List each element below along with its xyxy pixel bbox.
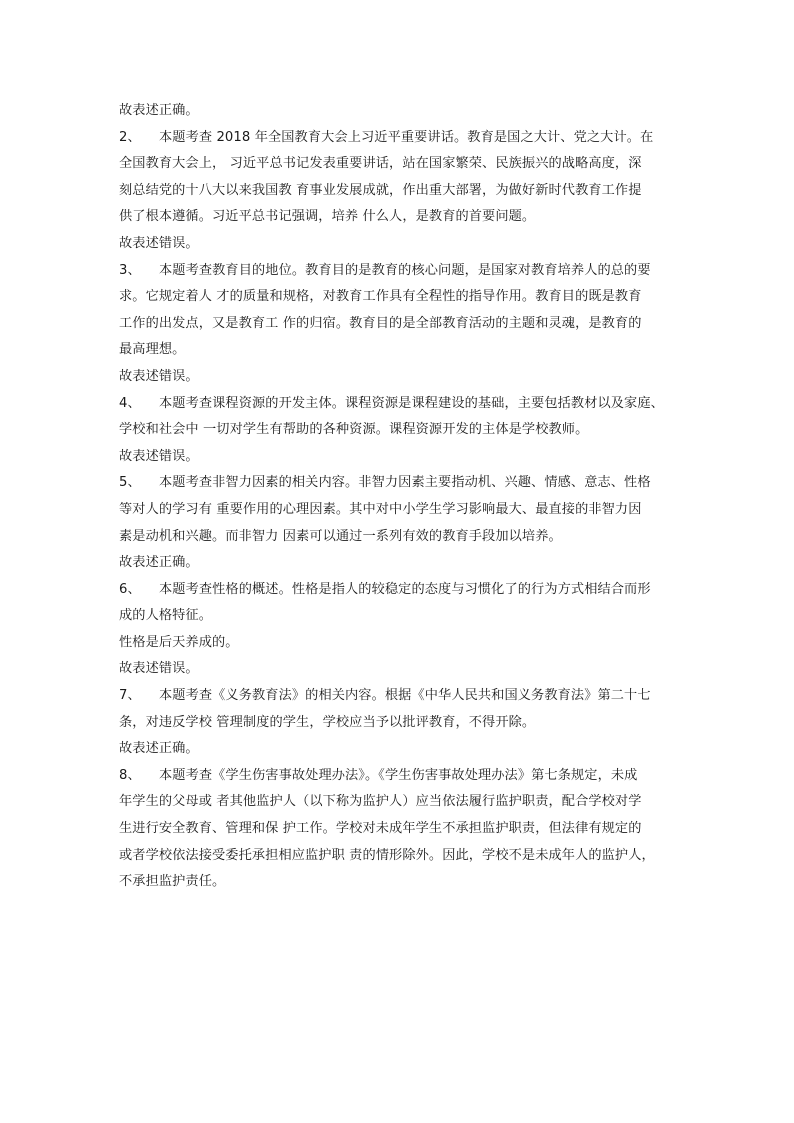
conclusion-line [119,630,689,657]
item-text: 本题考查《学生伤害事故处理办法》。《学生伤害事故处理办法》第七条规定，未成 [159,767,638,783]
item-number: 8、 [119,767,141,783]
numbered-paragraph [119,391,689,444]
text-line: 故表述正确。 [119,555,199,571]
numbered-paragraph [119,125,689,231]
text-line: 故表述错误。 [119,448,199,464]
text-line [119,258,689,285]
text-line: 供了根本遵循。习近平总书记强调，培养 什么人，是教育的首要问题。 [119,209,536,225]
text-line: 性格是后天养成的。 [119,634,239,650]
conclusion-line [119,550,689,577]
conclusion-line [119,444,689,471]
text-line [119,125,689,152]
item-text: 本题考查性格的概述。性格是指人的较稳定的态度与习惯化了的行为方式相结合而形 [159,581,651,597]
item-number: 6、 [119,581,141,597]
item-number: 4、 [119,395,141,411]
item-number: 2、 [119,129,141,145]
numbered-paragraph [119,763,689,896]
item-number: 3、 [119,262,141,278]
conclusion-line [119,364,689,391]
text-line [119,683,689,710]
text-line: 求。它规定着人 才的质量和规格，对教育工作具有全程性的指导作用。教育目的既是教育 [119,289,642,305]
conclusion-line [119,98,689,125]
text-line: 最高理想。 [119,342,186,358]
item-text: 本题考查非智力因素的相关内容。非智力因素主要指动机、兴趣、情感、意志、性格 [159,475,651,491]
text-line: 故表述正确。 [119,103,199,118]
text-line: 年学生的父母或 者其他监护人（以下称为监护人）应当依法履行监护职责，配合学校对学 [119,794,642,810]
numbered-paragraph [119,258,689,364]
numbered-paragraph [119,470,689,550]
conclusion-line [119,736,689,763]
item-number: 7、 [119,688,141,704]
text-line [119,470,689,497]
conclusion-line [119,656,689,683]
text-line: 素是动机和兴趣。而非智力 因素可以通过一系列有效的教育手段加以培养。 [119,528,562,544]
text-line: 故表述错误。 [119,368,199,384]
text-line [119,763,689,790]
text-line [119,577,689,604]
item-text: 本题考查《义务教育法》的相关内容。根据《中华人民共和国义务教育法》第二十七 [159,688,651,704]
item-text: 本题考查 2018 年全国教育大会上习近平重要讲话。教育是国之大计、党之大计。在 [159,129,654,145]
text-line: 工作的出发点，又是教育工 作的归宿。教育目的是全部教育活动的主题和灵魂，是教育的 [119,315,642,331]
text-line: 学校和社会中 一切对学生有帮助的各种资源。课程资源开发的主体是学校教师。 [119,422,589,438]
text-line: 或者学校依法接受委托承担相应监护职 责的情形除外。因此，学校不是未成年人的监护人， [119,847,655,863]
document-body [119,98,689,896]
item-text: 本题考查教育目的地位。教育目的是教育的核心问题，是国家对教育培养人的总的要 [159,262,651,278]
text-line: 刻总结党的十八大以来我国教 育事业发展成就，作出重大部署，为做好新时代教育工作提 [119,182,642,198]
item-number: 5、 [119,475,141,491]
text-line: 等对人的学习有 重要作用的心理因素。其中对中小学生学习影响最大、最直接的非智力因 [119,501,642,517]
text-line: 条，对违反学校 管理制度的学生，学校应当予以批评教育，不得开除。 [119,714,536,730]
numbered-paragraph [119,577,689,630]
text-line: 故表述正确。 [119,741,199,757]
item-text: 本题考查课程资源的开发主体。课程资源是课程建设的基础，主要包括教材以及家庭、 [159,395,664,411]
text-line: 生进行安全教育、管理和保 护工作。学校对未成年学生不承担监护职责，但法律有规定的 [119,821,642,837]
numbered-paragraph [119,683,689,736]
text-line: 故表述错误。 [119,235,199,251]
text-line: 不承担监护责任。 [119,874,226,890]
text-line: 故表述错误。 [119,661,199,677]
conclusion-line [119,231,689,258]
text-line [119,391,689,418]
text-line: 全国教育大会上， 习近平总书记发表重要讲话，站在国家繁荣、民族振兴的战略高度，深 [119,156,642,172]
text-line: 成的人格特征。 [119,608,213,624]
